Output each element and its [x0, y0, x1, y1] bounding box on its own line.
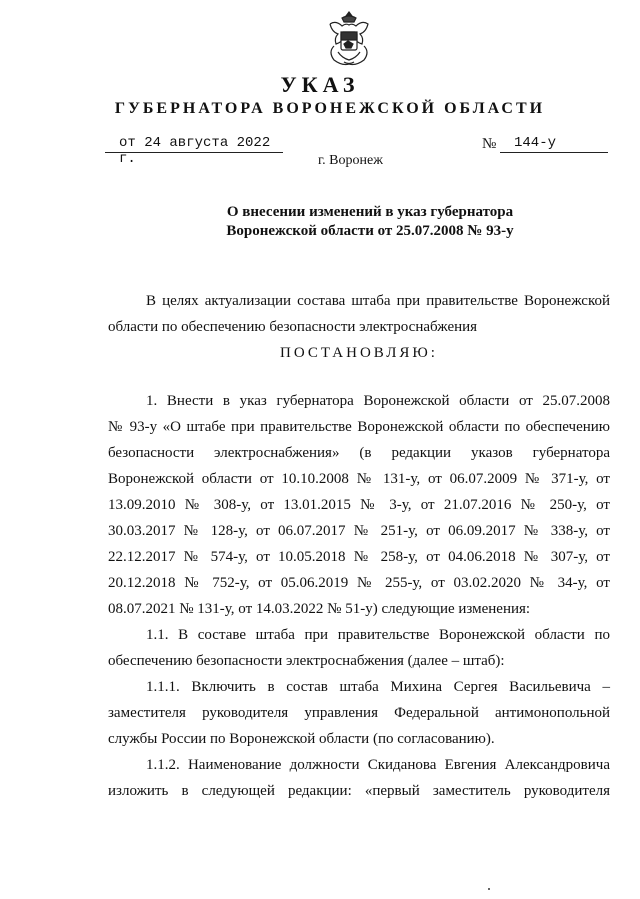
paragraph-1-line: 1. Внести в указ губернатора Воронежской области от 25.07.2008 [146, 393, 610, 409]
paragraph-1-line: Воронежской области от 10.10.2008 № 131-у, от 06.07.2009 № 371-у, от [108, 471, 610, 487]
subject-line-1: О внесении изменений в указ губернатора [226, 204, 514, 220]
paragraph-1-line: № 93-у «О штабе при правительстве Воронежской области по обеспечению [108, 419, 610, 435]
city-name: г. Воронеж [318, 153, 383, 168]
document-subtitle: ГУБЕРНАТОРА ВОРОНЕЖСКОЙ ОБЛАСТИ [114, 100, 546, 117]
resolve-word: ПОСТАНОВЛЯЮ: [280, 345, 438, 361]
paragraph-1-1-2-line: 1.1.2. Наименование должности Скиданова Евгения Александровича [146, 757, 610, 773]
paragraph-1-1-line: обеспечению безопасности электроснабжения (далее – штаб): [108, 653, 505, 669]
paragraph-1-1-1-line: службы России по Воронежской области (по согласованию). [108, 731, 495, 747]
paragraph-1-line: 22.12.2017 № 574-у, от 10.05.2018 № 258-у, от 04.06.2018 № 307-у, от [108, 549, 610, 565]
document-title: УКАЗ [280, 72, 360, 97]
decree-body [108, 288, 610, 804]
subject-line-2: Воронежской области от 25.07.2008 № 93-у [226, 223, 514, 239]
number-label: № [482, 136, 497, 152]
paragraph-1-1-1-line: заместителя руководителя управления Федеральной антимонопольной [108, 705, 610, 721]
paragraph-1-1-1-line: 1.1.1. Включить в состав штаба Михина Сергея Васильевича – [146, 679, 610, 695]
scan-speck [488, 888, 490, 890]
paragraph-1-line: 20.12.2018 № 752-у, от 05.06.2019 № 255-у, от 03.02.2020 № 34-у, от [108, 575, 610, 591]
paragraph-1-line: 30.03.2017 № 128-у, от 06.07.2017 № 251-у, от 06.09.2017 № 338-у, от [108, 523, 610, 539]
paragraph-1-line: 13.09.2010 № 308-у, от 13.01.2015 № 3-у, от 21.07.2016 № 250-у, от [108, 497, 610, 513]
paragraph-1-1-2-line: изложить в следующей редакции: «первый заместитель руководителя [108, 783, 610, 799]
preamble-line-1: В целях актуализации состава штаба при правительстве Воронежской [146, 293, 610, 309]
coat-of-arms-emblem [322, 10, 376, 68]
decree-subject [0, 203, 640, 241]
paragraph-1-1-line: 1.1. В составе штаба при правительстве Воронежской области по [146, 627, 610, 643]
paragraph-1-line: 08.07.2021 № 131-у, от 14.03.2022 № 51-у) следующие изменения: [108, 601, 531, 617]
decree-date: от 24 августа 2022 г. [105, 135, 283, 153]
preamble-line-2: области по обеспечению безопасности электроснабжения [108, 319, 478, 335]
decree-number: 144-у [500, 135, 608, 153]
paragraph-1-line: безопасности электроснабжения» (в редакции указов губернатора [108, 445, 610, 461]
